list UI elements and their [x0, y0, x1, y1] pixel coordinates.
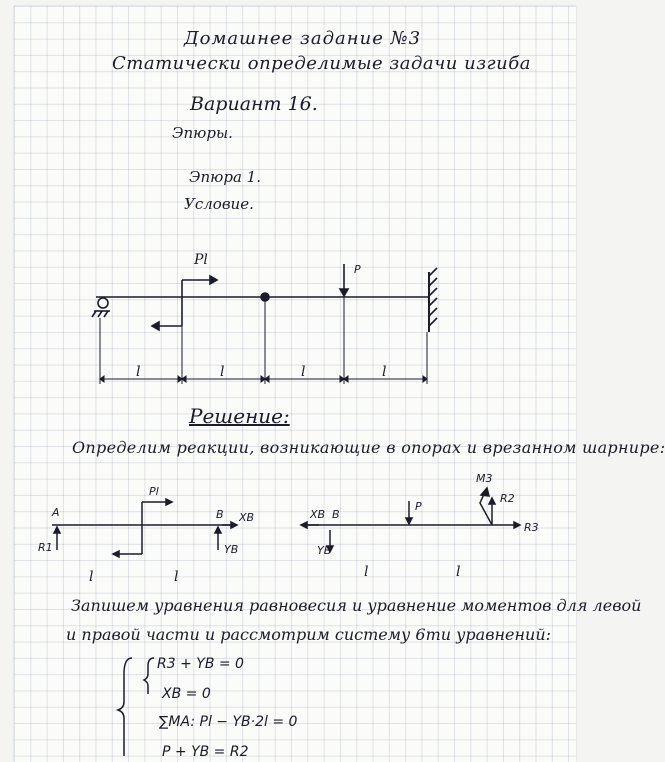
condition-label: Условие. — [184, 195, 254, 213]
inner-brace — [144, 658, 154, 694]
label-P: P — [354, 263, 361, 276]
system-brace — [118, 658, 132, 756]
M3-arrow — [480, 492, 492, 525]
solution-intro: Определим реакции, возникающие в опорах и врезанном шарнире: — [72, 438, 665, 457]
label-R2: R2 — [500, 492, 515, 505]
span-1: l — [136, 364, 141, 380]
equations-text-2: и правой части и рассмотрим систему 6ти уравнений: — [66, 625, 552, 644]
span-3: l — [301, 364, 306, 380]
subsection-title: Эпюра 1. — [189, 168, 261, 186]
label-XB-right: XB — [310, 508, 326, 521]
left-span-2: l — [174, 569, 179, 585]
section-title: Эпюры. — [172, 124, 233, 142]
equation-1: R3 + YB = 0 — [157, 656, 244, 672]
label-P-right: P — [415, 500, 422, 513]
label-XB-left: XB — [239, 511, 255, 524]
equation-3: ∑MA: Pl − YB·2l = 0 — [159, 714, 298, 730]
label-M3: M3 — [476, 472, 493, 485]
label-YB-left: YB — [224, 543, 239, 556]
equation-2: XB = 0 — [162, 686, 211, 702]
equation-4: P + YB = R2 — [162, 744, 249, 760]
notebook-page — [14, 6, 665, 762]
label-A: A — [52, 506, 60, 519]
right-span-2: l — [456, 564, 461, 580]
label-YB-right: YB — [317, 544, 332, 557]
header-line-1: Домашнее задание №3 — [184, 28, 422, 49]
label-Pl: Pl — [194, 252, 208, 268]
equations-text-1: Запишем уравнения равновесия и уравнение моментов для левой — [71, 596, 642, 615]
label-R3: R3 — [524, 521, 539, 534]
label-Pl-2: Pl — [149, 485, 159, 498]
header-variant: Вариант 16. — [190, 93, 318, 115]
beam-diagram — [14, 6, 576, 762]
span-2: l — [220, 364, 225, 380]
right-span-1: l — [364, 564, 369, 580]
left-span-1: l — [89, 569, 94, 585]
solution-title: Решение: — [189, 404, 290, 428]
header-line-2: Статически определимые задачи изгиба — [112, 53, 531, 74]
label-B-left: B — [216, 508, 224, 521]
hinge — [261, 293, 269, 301]
pin-support — [98, 298, 108, 308]
label-R1: R1 — [38, 541, 53, 554]
label-B-right: B — [332, 508, 340, 521]
span-4: l — [382, 364, 387, 380]
